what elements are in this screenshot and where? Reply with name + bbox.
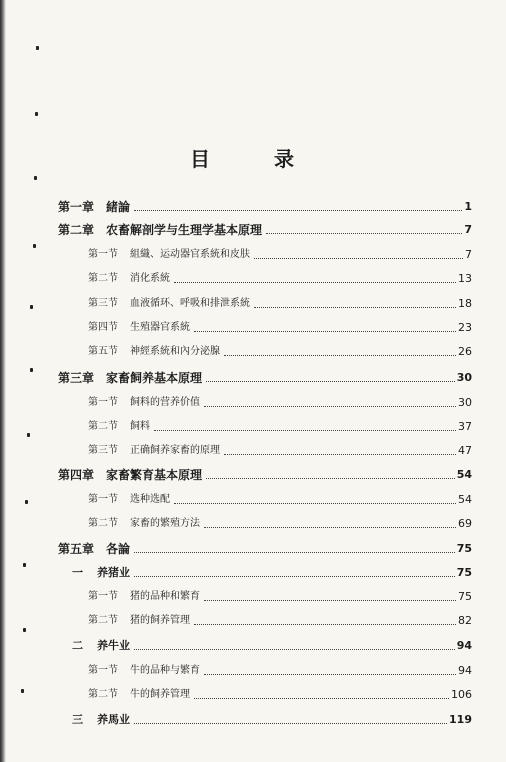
dot-leader (194, 623, 456, 625)
dot-leader (174, 281, 456, 283)
toc-section-row[interactable] (58, 414, 472, 434)
toc-page-number: 23 (458, 321, 472, 334)
toc-page-number: 94 (458, 664, 472, 677)
margin-mark (30, 368, 33, 372)
toc-section-row[interactable] (58, 487, 472, 507)
toc-entry-number: 第二节 (88, 273, 118, 284)
toc-entry-title: 猪的品种和繁育 (130, 591, 200, 602)
toc-entry-label (88, 493, 170, 507)
toc-entry-title: 牛的品种与繁育 (130, 665, 200, 676)
toc-entry-title: 緒論 (106, 200, 131, 214)
toc-entry-number: 第三章 (58, 371, 95, 385)
toc-entry-number: 第一章 (58, 200, 95, 214)
margin-mark (33, 244, 36, 248)
toc-entry-number: 第一节 (88, 591, 118, 602)
toc-entry-number: 第三节 (88, 298, 118, 309)
toc-page-number: 69 (458, 517, 472, 530)
toc-entry-title: 猪的飼养管理 (130, 615, 190, 626)
toc-entry-title: 家畜的繁殖方法 (130, 518, 200, 529)
toc-sub-row[interactable] (58, 707, 472, 727)
toc-page-number: 7 (464, 223, 472, 236)
toc-entry-label (58, 371, 202, 385)
toc-page-number: 37 (458, 420, 472, 433)
margin-mark (21, 689, 24, 693)
toc-section-row[interactable] (58, 438, 472, 458)
toc-section-row[interactable] (58, 511, 472, 531)
dot-leader (194, 330, 456, 332)
dot-leader (204, 526, 456, 528)
toc-entry-label (88, 248, 250, 262)
toc-entry-title: 各論 (106, 542, 131, 556)
toc-entry-number: 第二节 (88, 518, 118, 529)
dot-leader (134, 209, 462, 211)
toc-section-row[interactable] (58, 242, 472, 262)
toc-entry-title: 家畜飼养基本原理 (106, 371, 203, 385)
toc-sub-row[interactable] (58, 560, 472, 580)
toc-entry-number: 第五章 (58, 542, 95, 556)
toc-entry-title: 正确飼养家畜的原理 (130, 445, 220, 456)
toc-entry-label (58, 468, 202, 482)
dot-leader (204, 405, 456, 407)
toc-entry-title: 消化系統 (130, 273, 170, 284)
toc-page-number: 7 (465, 248, 472, 261)
toc-entry-number: 第一节 (88, 397, 118, 408)
toc-entry-number: 第三节 (88, 445, 118, 456)
dot-leader (206, 477, 455, 479)
toc-page-number: 54 (458, 493, 472, 506)
margin-mark (25, 500, 28, 504)
toc-section-row[interactable] (58, 315, 472, 335)
toc-entry-number: 一 (72, 566, 83, 579)
dot-leader (204, 599, 456, 601)
toc-section-row[interactable] (58, 608, 472, 628)
toc-page-number: 94 (456, 639, 472, 652)
toc-page-number: 106 (451, 688, 472, 701)
dot-leader (134, 648, 455, 650)
toc-entry-number: 第二章 (58, 223, 95, 237)
toc-entry-title: 組織、运动器官系統和皮肤 (130, 249, 250, 260)
toc-section-row[interactable] (58, 339, 472, 359)
toc-entry-label (58, 223, 262, 237)
toc-page-number: 54 (456, 468, 472, 481)
toc-entry-label (88, 345, 220, 359)
toc-entry-number: 第二节 (88, 615, 118, 626)
toc-entry-number: 第一节 (88, 249, 118, 260)
toc-page-number: 75 (456, 566, 472, 579)
toc-entry-title: 飼料 (130, 421, 150, 432)
toc-entry-title: 农畜解剖学与生理学基本原理 (106, 223, 263, 237)
toc-section-row[interactable] (58, 658, 472, 678)
toc-page-number: 30 (456, 371, 472, 384)
dot-leader (266, 232, 462, 234)
toc-entry-title: 血液循环、呼吸和排泄系統 (130, 298, 250, 309)
toc-page-number: 26 (458, 345, 472, 358)
toc-entry-number: 第四节 (88, 322, 118, 333)
toc-sub-row[interactable] (58, 633, 472, 653)
dot-leader (134, 722, 447, 724)
toc-section-row[interactable] (58, 266, 472, 286)
toc-entry-number: 第二节 (88, 421, 118, 432)
dot-leader (204, 673, 456, 675)
toc-page-number: 75 (458, 590, 472, 603)
toc-section-row[interactable] (58, 291, 472, 311)
toc-entry-number: 第二节 (88, 689, 118, 700)
dot-leader (134, 575, 455, 577)
dot-leader (206, 380, 455, 382)
dot-leader (224, 453, 456, 455)
dot-leader (134, 551, 455, 553)
toc-entry-title: 神經系統和內分泌腺 (130, 346, 220, 357)
toc-entry-title: 牛的飼养管理 (130, 689, 190, 700)
toc-chapter-row[interactable] (58, 194, 472, 214)
toc-entry-number: 第五节 (88, 346, 118, 357)
toc-entry-label (88, 297, 250, 311)
toc-entry-label (88, 272, 170, 286)
dot-leader (224, 354, 456, 356)
toc-entry-number: 二 (72, 639, 83, 652)
margin-mark (23, 563, 26, 567)
toc-entry-label (88, 614, 190, 628)
page-title: 目 录 (190, 147, 316, 171)
toc-section-row[interactable] (58, 390, 472, 410)
toc-entry-label (88, 590, 200, 604)
toc-entry-label (88, 321, 190, 335)
toc-section-row[interactable] (58, 682, 472, 702)
margin-mark (36, 46, 39, 50)
toc-entry-label (88, 517, 200, 531)
toc-entry-number: 第一节 (88, 665, 118, 676)
margin-mark (30, 305, 33, 309)
toc-page-number: 1 (464, 200, 472, 213)
margin-mark (23, 628, 26, 632)
toc-entry-label (72, 566, 130, 580)
toc-entry-label (72, 713, 130, 727)
toc-entry-label (88, 396, 200, 410)
toc-entry-number: 第四章 (58, 468, 95, 482)
page-binding-edge (0, 0, 6, 762)
dot-leader (194, 697, 449, 699)
toc-entry-label (88, 664, 200, 678)
toc-entry-title: 飼料的营养价值 (130, 397, 200, 408)
toc-chapter-row[interactable] (58, 462, 472, 482)
toc-page-number: 82 (458, 614, 472, 627)
toc-page-number: 13 (458, 272, 472, 285)
toc-page-number: 75 (456, 542, 472, 555)
margin-mark (27, 433, 30, 437)
toc-page-number: 18 (458, 297, 472, 310)
toc-chapter-row[interactable] (58, 536, 472, 556)
toc-chapter-row[interactable] (58, 217, 472, 237)
toc-entry-title: 家畜繁育基本原理 (106, 468, 203, 482)
toc-entry-number: 三 (72, 713, 83, 726)
toc-entry-label (58, 200, 130, 214)
dot-leader (174, 502, 456, 504)
dot-leader (254, 257, 463, 259)
toc-entry-number: 第一节 (88, 494, 118, 505)
dot-leader (254, 306, 456, 308)
toc-entry-title: 养牛业 (97, 639, 130, 652)
toc-entry-title: 养猪业 (97, 566, 130, 579)
toc-entry-label (88, 444, 220, 458)
toc-section-row[interactable] (58, 584, 472, 604)
toc-entry-title: 养馬业 (97, 713, 130, 726)
toc-entry-label (88, 420, 150, 434)
toc-entry-title: 选种选配 (130, 494, 170, 505)
toc-chapter-row[interactable] (58, 365, 472, 385)
toc-entry-label (58, 542, 130, 556)
toc-entry-label (72, 639, 130, 653)
margin-mark (35, 112, 38, 116)
toc-page-number: 47 (458, 444, 472, 457)
dot-leader (154, 429, 456, 431)
toc-page-number: 119 (449, 713, 472, 726)
margin-mark (34, 176, 37, 180)
toc-entry-title: 生殖器官系統 (130, 322, 190, 333)
toc-entry-label (88, 688, 190, 702)
toc-page-number: 30 (458, 396, 472, 409)
